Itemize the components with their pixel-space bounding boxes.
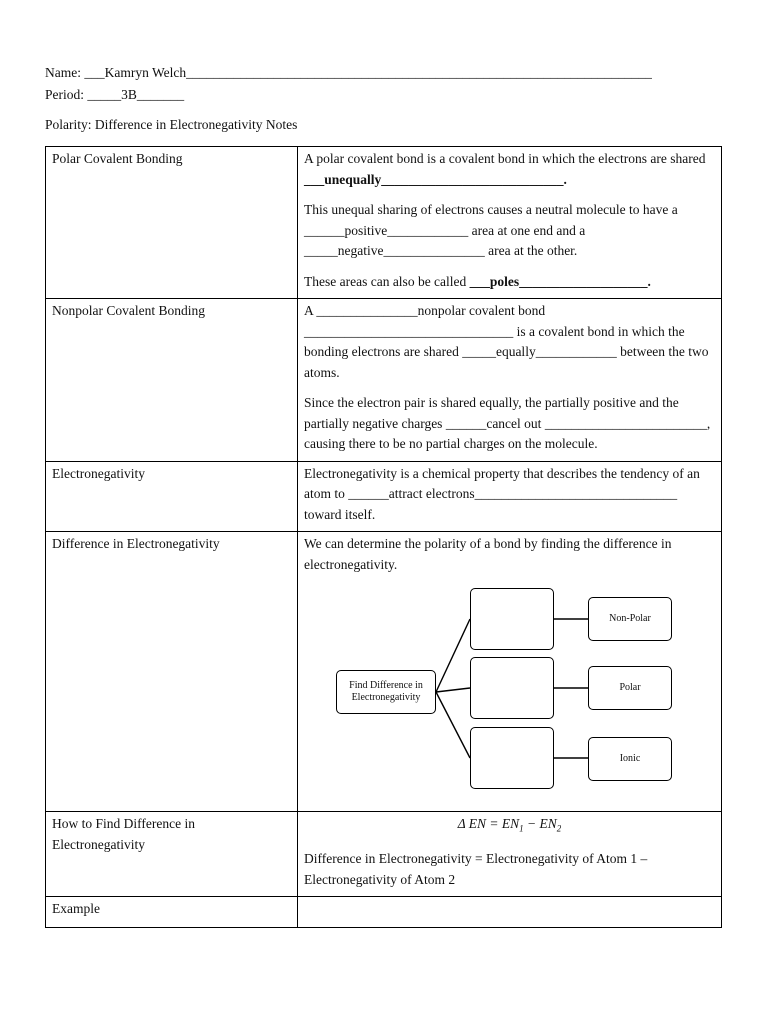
electronegativity-flowchart [304, 585, 715, 807]
term-cell: Difference in Electronegativity [46, 532, 298, 812]
period-line: Period: _____3B_______ [45, 87, 185, 102]
table-row [46, 897, 722, 928]
paragraph: Difference in Electronegativity = Electronegativity of Atom 1 – Electronegativity of Atom 2 [304, 851, 648, 887]
formula: Δ EN = $EN_1 - EN_2$ [457, 816, 562, 834]
fill-in-answer[interactable]: positive [344, 222, 388, 238]
fill-in-answer[interactable]: attract electrons [388, 486, 475, 501]
name-line: Name: ___Kamryn Welch_____________________________________________________________________ [45, 65, 652, 80]
fill-in-answer[interactable]: equally [495, 344, 536, 359]
outcome-ionic-box: Ionic [588, 737, 672, 781]
term-cell: How to Find Difference in Electronegativity [46, 812, 298, 897]
fill-in-answer[interactable]: cancel out [486, 415, 542, 431]
paragraph: These areas can also be called ___poles___________________. [304, 273, 651, 289]
name-label: Name: [45, 65, 81, 80]
definition-cell [298, 812, 722, 897]
fill-in-answer[interactable]: poles [489, 273, 520, 289]
outcome-nonpolar-box: Non-Polar [588, 597, 672, 641]
table-row [46, 532, 722, 812]
table-row [46, 299, 722, 462]
flow-start-box: Find Difference in Electronegativity [336, 670, 436, 714]
period-value[interactable]: 3B [121, 87, 137, 102]
definition-cell [298, 147, 722, 299]
table-row [46, 461, 722, 532]
blank-range-box[interactable] [470, 727, 554, 789]
term-cell: Nonpolar Covalent Bonding [46, 299, 298, 462]
fill-in-answer[interactable]: negative [337, 243, 384, 258]
paragraph: Electronegativity is a chemical property that describes the tendency of an atom to ______attract electrons______________________________ toward itself. [304, 465, 700, 522]
definition-cell [298, 532, 722, 812]
fill-in-answer[interactable]: unequally [324, 171, 382, 187]
period-label: Period: [45, 87, 84, 102]
term-cell: Polar Covalent Bonding [46, 147, 298, 299]
definition-cell [298, 461, 722, 532]
page-title: Polarity: Difference in Electronegativity Notes [45, 117, 298, 132]
term-cell: Example [46, 897, 298, 928]
table-row [46, 147, 722, 299]
notes-table [45, 146, 722, 928]
blank-range-box[interactable] [470, 657, 554, 719]
blank-range-box[interactable] [470, 588, 554, 650]
paragraph: This unequal sharing of electrons causes a neutral molecule to have a ______positive____________ area at one end and a _____negative_______________ area at the other. [304, 202, 678, 258]
name-value[interactable]: Kamryn Welch [104, 65, 187, 80]
term-cell: Electronegativity [46, 461, 298, 532]
paragraph: Since the electron pair is shared equally, the partially positive and the partially negative charges ______cancel out ________________________, causing there to be no partial charges on the molecule. [304, 395, 711, 451]
paragraph: A polar covalent bond is a covalent bond in which the electrons are shared ___unequally___________________________. [304, 151, 706, 187]
definition-cell [298, 299, 722, 462]
outcome-polar-box: Polar [588, 666, 672, 710]
fill-in-answer[interactable]: nonpolar covalent bond [417, 303, 546, 318]
table-row [46, 812, 722, 897]
paragraph: A _______________nonpolar covalent bond _______________________________ is a covalent bond in which the bonding electrons are shared _____equally____________ between the two atoms. [304, 303, 709, 380]
example-answer-cell[interactable] [298, 897, 722, 928]
paragraph: We can determine the polarity of a bond by finding the difference in electronegativity. [304, 536, 672, 572]
